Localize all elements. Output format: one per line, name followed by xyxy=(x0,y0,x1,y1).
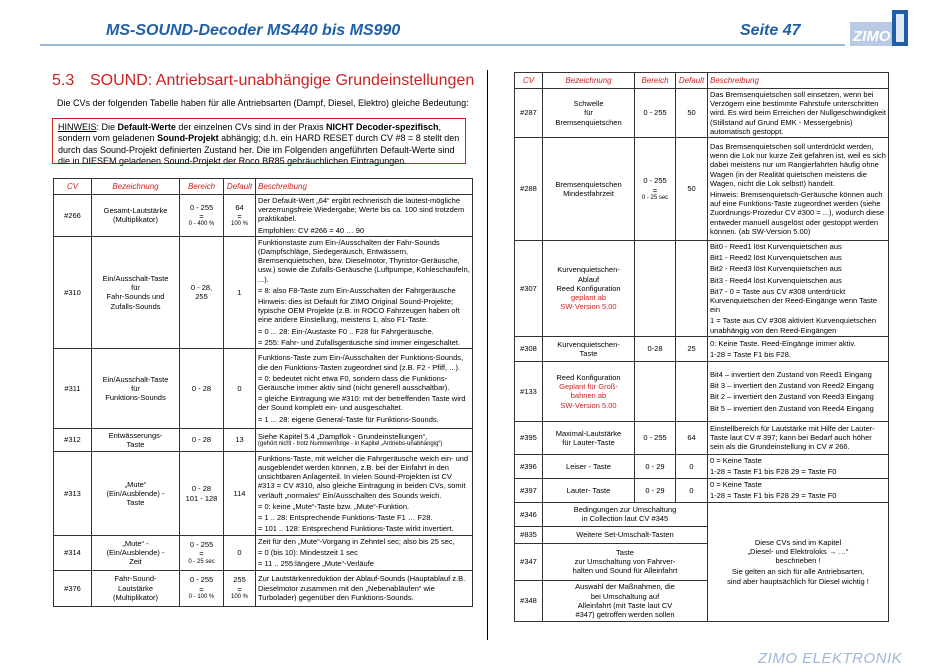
column-header: Bezeichnung xyxy=(543,73,635,89)
cv-description-cell xyxy=(256,195,473,237)
cv-name-note: Geplant für Groß- xyxy=(559,382,618,392)
cv-range-line: 0 - 255 xyxy=(643,433,667,443)
cv-name-note: SW-Version 5.00 xyxy=(560,302,617,312)
cv-range-line: 255 xyxy=(195,292,208,302)
cv-number-cell: #348 xyxy=(515,580,543,621)
cv-name-note: bahnen ab xyxy=(570,391,607,401)
hint-box xyxy=(52,118,466,164)
cv-default-cell xyxy=(224,452,256,536)
table-row xyxy=(515,138,889,241)
table-row xyxy=(515,241,889,337)
cv-default-cell xyxy=(224,349,256,429)
cv-description-cell xyxy=(708,361,889,421)
cv-description-cell xyxy=(256,236,473,348)
cv-name-cell xyxy=(543,336,635,361)
cv-name-line: (Multiplikator) xyxy=(112,592,158,602)
cv-description-line: Bit 3 – invertiert den Zustand von Reed2 Eingang xyxy=(710,381,874,391)
column-divider xyxy=(487,70,488,640)
section-title: SOUND: Antriebsart-unabhängige Grundeinstellungen xyxy=(90,72,475,89)
cv-name-note: geplant ab xyxy=(570,293,607,303)
column-header: Bereich xyxy=(180,179,224,195)
cv-name-line: halten und Sound für Alleinfahrt xyxy=(572,566,678,576)
hint-text: : Die xyxy=(96,122,118,132)
cv-default-line: 0 xyxy=(689,485,694,495)
cv-name-line: Zufalls-Sounds xyxy=(110,301,161,311)
hint-text: der einzelnen CVs sind in der Praxis xyxy=(175,122,326,132)
column-header: CV xyxy=(54,179,92,195)
cv-default-line: 13 xyxy=(235,435,244,445)
cv-range-cell xyxy=(635,241,676,337)
cv-number-cell: #311 xyxy=(54,349,92,429)
cv-default-line: 25 xyxy=(687,344,696,354)
table-row xyxy=(515,361,889,421)
cv-number-cell: #376 xyxy=(54,570,92,606)
cv-description-line: 1-28 = Taste F1 bis F28 29 = Taste F0 xyxy=(710,467,837,477)
cv-range-line: = xyxy=(199,584,204,594)
cv-description-line: Funktions-Taste, mit welcher die Fahrgeräusche weich ein- und ausgeblendet werden können, z.B. bei der Einfahrt in den unsichtbaren Anlagenteil. In vielen Sound-Projekten ist CV #313 = CV #310, also gleiche Eintragung in beiden CVs, somit verläuft „normales“ Ein/Ausschalten des Sounds weich. xyxy=(258,453,469,500)
cv-default-cell xyxy=(224,429,256,452)
cv-description-line: Hinweis: dies ist Default für ZIMO Original Sound-Projekte; typische OEM Projekte (z.B. in ROCO Fahrzeugen haben oft eine andere Einstellung, meistens 1, also F1-Taste. xyxy=(258,297,460,325)
cv-range-line: = xyxy=(652,185,658,195)
cv-name-cell xyxy=(92,429,180,452)
cv-name-line: Ein/Ausschalt-Taste xyxy=(102,274,169,284)
cv-default-cell xyxy=(676,89,708,138)
zimo-logo xyxy=(848,8,912,48)
cv-default-cell xyxy=(676,454,708,478)
cv-range-cell xyxy=(180,570,224,606)
cv-name-cell xyxy=(543,241,635,337)
cv-description-line: 1-28 = Taste F1 bis F28 29 = Taste F0 xyxy=(710,491,837,501)
cv-description-line: Bit4 – invertiert den Zustand von Reed1 Eingang xyxy=(710,369,872,379)
table-row xyxy=(54,452,473,536)
cv-description-cell xyxy=(256,536,473,571)
cv-name-cell xyxy=(543,478,635,502)
cv-description-cell xyxy=(256,452,473,536)
cv-range-line: 0 - 255 xyxy=(643,108,667,118)
cv-description-cell xyxy=(708,336,889,361)
cv-description-line: 1 = Taste aus CV #308 aktiviert Kurvenquietschen unabhängig von den Reed-Eingängen xyxy=(710,316,877,335)
hint-text: , sondern vom geladenen xyxy=(58,122,441,144)
cv-range-cell xyxy=(635,89,676,138)
note-line: sind aber hauptsächlich für Diesel wichtig ! xyxy=(727,576,869,586)
cv-description-line: Bit 2 – invertiert den Zustand von Reed3 Eingang xyxy=(710,392,874,402)
cv-range-cell xyxy=(635,336,676,361)
cv-name-line: Fahr-Sound- xyxy=(114,574,157,584)
cv-range-line: = xyxy=(199,211,204,221)
cv-default-percent: 100 % xyxy=(230,593,248,600)
cv-range-cell xyxy=(180,349,224,429)
cv-name-cell xyxy=(543,361,635,421)
cv-range-cell xyxy=(635,421,676,454)
cv-description-line: Bit1 - Reed2 löst Kurvenquietschen aus xyxy=(710,253,842,263)
cv-name-line: bei Umschaltung auf xyxy=(590,591,660,601)
cv-description-line: Bit 5 – invertiert den Zustand von Reed4 Eingang xyxy=(710,403,874,413)
footer-brand: ZIMO ELEKTRONIK xyxy=(758,650,903,667)
cv-number-cell: #133 xyxy=(515,361,543,421)
cv-description-line: Funktionstaste zum Ein-/Ausschalten der Fahr-Sounds (Dampfschläge, Siedegeräusch, Entwässern, Bremsenquietschen, bzw. Dieselmotor, Thyristor-Geräusche, usw.) sowie die Zufalls-Geräusche (Luftpumpe, Kohleschaufeln, ...). xyxy=(258,237,470,284)
cv-default-cell xyxy=(676,361,708,421)
cv-table-left xyxy=(53,178,473,607)
cv-name-line: (Ein/Ausblende) - xyxy=(106,488,165,498)
cv-default-line: 50 xyxy=(687,108,696,118)
table-row xyxy=(515,454,889,478)
note-line: „Diesel- und Elektroloks → …“ xyxy=(747,547,849,557)
cv-description-cell xyxy=(708,89,889,138)
cv-name-line: (Multiplikator) xyxy=(112,215,158,225)
cv-name-line: Taste xyxy=(616,548,634,558)
cv-name-line: Auswahl der Maßnahmen, die xyxy=(575,582,675,592)
shared-note-cell xyxy=(708,502,889,621)
table-row xyxy=(515,421,889,454)
cv-description-line: Bit2 - Reed3 löst Kurvenquietschen aus xyxy=(710,264,842,274)
cv-description-line: Das Bremsenquietschen soll unterdrückt werden, wenn die Lok nur kurze Zeit gefahren ist, weil es sich dabei meistens nur um Rangierfahrten häufig ohne Wagen (in der Realität quietschen meistens die Wagen, nicht die Lok selbst!) handelt. xyxy=(710,142,886,188)
cv-name-cell xyxy=(92,570,180,606)
cv-number-cell: #314 xyxy=(54,536,92,571)
cv-default-cell xyxy=(676,241,708,337)
cv-name-cell xyxy=(543,421,635,454)
cv-name-line: Kurvenquietschen- xyxy=(557,339,620,349)
cv-range-percent: 0 - 100 % xyxy=(188,593,215,600)
cv-default-cell xyxy=(676,138,708,241)
cv-description-line: Der Default-Wert „64“ ergibt rechnerisch die lautest-mögliche verzerrungsfreie Wiedergabe; Werte bis ca. 100 sind trotzdem praktikabel. xyxy=(258,196,465,224)
cv-description-cell xyxy=(708,478,889,502)
column-header: Default xyxy=(676,73,708,89)
table-row xyxy=(515,336,889,361)
cv-range-line: 0 - 255 xyxy=(189,202,214,212)
cv-number-cell: #287 xyxy=(515,89,543,138)
cv-range-line: = xyxy=(199,549,204,559)
header-rule xyxy=(40,44,845,46)
table-row xyxy=(54,236,473,348)
cv-name-cell xyxy=(543,89,635,138)
section-intro: Die CVs der folgenden Tabelle haben für alle Antriebsarten (Dampf, Diesel, Elektro) gleiche Bedeutung: xyxy=(57,98,469,108)
cv-range-line: 0 - 28, xyxy=(190,283,213,293)
cv-table-right xyxy=(514,72,889,622)
section-heading xyxy=(52,72,474,90)
cv-name-line: Bremsenquietschen xyxy=(555,117,622,127)
table-row xyxy=(515,502,889,526)
column-header: Bereich xyxy=(635,73,676,89)
cv-description-line: Zeit für den „Mute“-Vorgang in Zehntel sec; also bis 25 sec, xyxy=(258,537,455,547)
cv-number-cell: #835 xyxy=(515,526,543,543)
cv-name-line: Fahr-Sounds und xyxy=(106,292,165,302)
cv-name-cell xyxy=(543,580,708,621)
cv-range-cell xyxy=(180,236,224,348)
column-header: Beschreibung xyxy=(256,179,473,195)
cv-name-line: „Mute“ - xyxy=(122,539,149,549)
table-row xyxy=(54,195,473,237)
cv-default-cell xyxy=(676,478,708,502)
cv-name-line: Ein/Ausschalt-Taste xyxy=(102,374,169,384)
cv-default-line: 64 xyxy=(235,202,244,212)
cv-default-line: 0 xyxy=(689,461,694,471)
cv-name-line: Lauter- Taste xyxy=(566,485,611,495)
cv-range-line: 0 - 255 xyxy=(189,575,214,585)
cv-range-line: 0 - 28 xyxy=(191,484,212,494)
cv-description-line: = 0 ... 28: Ein-/Austaste F0 .. F28 für Fahrgeräusche. xyxy=(258,326,434,336)
column-header: Bezeichnung xyxy=(92,179,180,195)
cv-name-line: Funktions-Sounds xyxy=(105,393,166,403)
cv-name-line: Lautstärke xyxy=(117,583,154,593)
cv-name-cell xyxy=(543,502,708,526)
cv-name-cell xyxy=(92,536,180,571)
cv-range-cell xyxy=(180,195,224,237)
cv-default-line: 0 xyxy=(237,548,242,558)
hint-label: HINWEIS xyxy=(58,122,97,132)
cv-name-line: Gesamt-Lautstärke xyxy=(103,206,168,216)
cv-default-cell xyxy=(676,336,708,361)
cv-name-line: Bedingungen zur Umschaltung xyxy=(573,505,677,515)
cv-range-line: 0 - 255 xyxy=(189,540,214,550)
cv-range-cell xyxy=(635,361,676,421)
cv-range-cell xyxy=(180,429,224,452)
cv-description-line: = 1 ... 28: eigene General-Taste für Funktions-Sounds. xyxy=(258,414,439,424)
cv-name-line: für xyxy=(131,283,140,293)
note-line: beschrieben ! xyxy=(775,556,821,566)
cv-name-line: Weitere Set-Umschalt-Tasten xyxy=(576,530,674,540)
cv-number-cell: #308 xyxy=(515,336,543,361)
table-row xyxy=(54,536,473,571)
cv-number-cell: #312 xyxy=(54,429,92,452)
cv-description-line: = 0: keine „Mute“-Taste bzw. „Mute“-Funktion. xyxy=(258,501,410,511)
cv-default-line: = xyxy=(237,211,242,221)
cv-number-cell: #310 xyxy=(54,236,92,348)
cv-range-line: 0 - 28 xyxy=(191,435,212,445)
cv-description-line: 0 = Keine Taste xyxy=(710,456,762,466)
column-header: CV xyxy=(515,73,543,89)
cv-description-line: = 8: also F8-Taste zum Ein-Ausschalten der Fahrgeräusche xyxy=(258,285,456,295)
cv-description-cell xyxy=(256,429,473,452)
cv-description-note: (gehört nicht - trotz Nummernfolge - in Kapitel „Antriebs-unabhängig“) xyxy=(258,441,443,448)
cv-name-cell xyxy=(543,454,635,478)
note-line: Diese CVs sind im Kapitel xyxy=(754,537,842,547)
cv-number-cell: #396 xyxy=(515,454,543,478)
cv-name-line: Entwässerungs- xyxy=(108,430,163,440)
hint-bold: NICHT Decoder-spezifisch xyxy=(325,122,439,132)
cv-range-cell xyxy=(635,138,676,241)
cv-number-cell: #397 xyxy=(515,478,543,502)
cv-range-cell xyxy=(180,452,224,536)
cv-number-cell: #313 xyxy=(54,452,92,536)
cv-description-line: = 255: Fahr- und Zufallsgeräusche sind immer eingeschaltet. xyxy=(258,337,460,347)
cv-description-line: Bit3 - Reed4 löst Kurvenquietschen aus xyxy=(710,275,842,285)
cv-description-line: = 0: bedeutet nicht etwa F0, sondern dass die Funktions-Geräusche immer aktiv sind (nicht generell ausschaltbar). xyxy=(258,373,450,392)
cv-range-line: 0-28 xyxy=(647,344,663,354)
cv-name-line: Reed Konfiguration xyxy=(556,283,621,293)
header-title: MS-SOUND-Decoder MS440 bis MS990 xyxy=(106,22,401,39)
cv-name-line: Alleinfahrt (mit Taste laut CV xyxy=(577,600,673,610)
cv-name-line: „Mute“ xyxy=(124,479,147,489)
cv-description-line: Funktions-Taste zum Ein-/Ausschalten der Funktions-Sounds, die den Funktions-Tasten zugeordnet sind (z.B. F2 - Pfiff, ...). xyxy=(258,353,464,372)
cv-number-cell: #307 xyxy=(515,241,543,337)
page-number: Seite 47 xyxy=(740,22,801,39)
table-row xyxy=(54,570,473,606)
cv-name-line: Leiser - Taste xyxy=(566,461,611,471)
cv-default-line: 0 xyxy=(237,383,242,393)
cv-name-line: Kurvenquietschen- xyxy=(557,265,620,275)
cv-number-cell: #266 xyxy=(54,195,92,237)
cv-description-line: = 101 .. 128: Entsprechend Funktions-Taste wirkt invertiert. xyxy=(258,524,454,534)
cv-range-line: 0 - 29 xyxy=(645,485,665,495)
cv-range-line: 0 - 28 xyxy=(191,383,212,393)
cv-default-percent: 100 % xyxy=(230,221,248,228)
cv-default-cell xyxy=(676,421,708,454)
cv-description-line: Bit0 - Reed1 löst Kurvenquietschen aus xyxy=(710,242,842,252)
hint-bold: Sound-Projekt xyxy=(157,133,219,144)
cv-default-line: = xyxy=(237,584,242,594)
table-row xyxy=(515,478,889,502)
cv-name-cell xyxy=(543,138,635,241)
table-row xyxy=(54,349,473,429)
cv-number-cell: #347 xyxy=(515,543,543,580)
cv-default-line: 255 xyxy=(233,575,246,585)
cv-description-line: Das Bremsenquietschen soll einsetzen, wenn bei Verzögern eine bestimmte Fahrstufe unterschritten wird. Es wird beim Erreichen der Nullgeschwindigkeit (Stillstand auf Grund EMK - Messergebnis) automatisch gestoppt. xyxy=(710,90,886,136)
cv-name-line: zur Umschaltung von Fahrver- xyxy=(574,557,676,567)
cv-default-cell xyxy=(224,570,256,606)
cv-range-line: 0 - 255 xyxy=(643,176,667,186)
cv-range-cell xyxy=(635,478,676,502)
column-header: Beschreibung xyxy=(708,73,889,89)
cv-description-cell xyxy=(256,349,473,429)
cv-name-line: Mindestfahrzeit xyxy=(563,189,614,199)
cv-default-cell xyxy=(224,536,256,571)
cv-description-line: 1-28 = Taste F1 bis F28. xyxy=(710,349,791,359)
cv-number-cell: #346 xyxy=(515,502,543,526)
hint-bold: Default-Werte xyxy=(117,122,176,132)
cv-range-line: 101 - 128 xyxy=(185,493,218,503)
cv-name-line: Schwelle xyxy=(573,99,604,109)
cv-description-cell xyxy=(708,241,889,337)
cv-name-line: Taste xyxy=(579,348,598,358)
cv-default-cell xyxy=(224,236,256,348)
cv-description-cell xyxy=(256,570,473,606)
cv-description-line: Zur Lautstärkenreduktion der Ablauf-Sounds (Hauptablauf z.B. Dieselmotor zusammen mit den „Nebenabläufen“ wie Turbolader) gegenüber den Funktions-Sounds. xyxy=(258,574,466,602)
section-number: 5.3 xyxy=(52,72,75,89)
cv-default-line: 64 xyxy=(687,433,696,443)
cv-description-cell xyxy=(708,454,889,478)
cv-name-line: Bremsenquietschen xyxy=(555,179,622,189)
cv-range-line: 0 - 29 xyxy=(645,461,665,471)
cv-number-cell: #395 xyxy=(515,421,543,454)
cv-name-line: Taste xyxy=(126,440,145,450)
cv-description-cell xyxy=(708,421,889,454)
cv-description-line: Hinweis: Bremsenquietsch-Geräusche können auch auf eine Funktions-Taste zugeordnet werden (siehe Zuordnungs-Prozedur CV #300 = ...), wodurch diese entweder manuell ausgelöst oder gestoppt werden können. (ab SW-Version 5.00) xyxy=(710,190,885,236)
cv-default-line: 114 xyxy=(233,488,246,498)
column-header: Default xyxy=(224,179,256,195)
cv-range-cell xyxy=(635,454,676,478)
cv-name-line: für xyxy=(584,108,593,118)
cv-name-line: Taste xyxy=(126,498,145,508)
cv-name-line: für xyxy=(131,383,140,393)
cv-number-cell: #288 xyxy=(515,138,543,241)
cv-description-line: 0: Keine Taste. Reed-Eingänge immer aktiv. xyxy=(710,338,856,348)
cv-description-line: 0 = Keine Taste xyxy=(710,480,762,490)
cv-name-cell xyxy=(92,236,180,348)
cv-name-cell xyxy=(543,543,708,580)
cv-name-cell xyxy=(543,526,708,543)
cv-description-line: Einstellbereich für Lautstärke mit Hilfe der Lauter-Taste laut CV # 397; kann bei Bedarf auch höher sein als die Grundeinstellung in CV # 266. xyxy=(710,424,875,452)
cv-description-line: Siehe Kapitel 5.4 „Dampflok - Grundeinstellungen“, xyxy=(258,431,428,441)
cv-description-line: = 11 .. 255:längere „Mute“-Verläufe xyxy=(258,559,374,569)
cv-name-cell xyxy=(92,195,180,237)
cv-name-line: für Lauter-Taste xyxy=(562,437,615,447)
cv-name-cell xyxy=(92,452,180,536)
cv-name-line: Ablauf xyxy=(577,274,600,284)
cv-range-cell xyxy=(180,536,224,571)
cv-name-line: Zeit xyxy=(129,557,142,567)
cv-description-line: = 0 (bis 10): Mindestzeit 1 sec xyxy=(258,548,358,558)
cv-name-line: Reed Konfiguration xyxy=(556,372,621,382)
logo-text: ZIMO xyxy=(853,28,891,45)
cv-description-line: Bit7 - 0 = Taste aus CV #308 unterdrückt Kurvenquietschen der Reed-Eingänge wenn Taste ein xyxy=(710,286,878,315)
note-line: Sie gelten an sich für alle Antriebsarten, xyxy=(731,567,865,577)
cv-name-line: #347) getroffen werden sollen xyxy=(575,610,675,620)
cv-default-line: 1 xyxy=(237,287,242,297)
cv-name-line: (Ein/Ausblende) - xyxy=(106,548,165,558)
table-row xyxy=(54,429,473,452)
cv-default-cell xyxy=(224,195,256,237)
cv-name-cell xyxy=(92,349,180,429)
hint-text: abhängig; d.h. ein HARD RESET durch CV #8 = 8 stellt den durch das Sound-Projekt definierten Zustand her. Die im Folgenden angeführten Default-Werte sind die in DIESEM geladenen Sound-Projekt der Roco BR85 gebräuchlichen Eintragungen. xyxy=(58,133,460,166)
table-row xyxy=(515,89,889,138)
cv-name-line: in Collection laut CV #345 xyxy=(581,514,669,524)
cv-range-percent: 0 - 25 sec xyxy=(188,558,215,565)
cv-description-line: Empfohlen: CV #266 = 40 … 90 xyxy=(258,225,365,235)
cv-range-percent: 0 - 25 sec xyxy=(641,194,669,201)
cv-description-line: = gleiche Eintragung wie #310: mit der betreffenden Taste wird der Sound komplett ein- und ausgeschaltet. xyxy=(258,394,466,413)
cv-description-line: = 1 .. 28: Entsprechende Funktions-Taste F1 … F28. xyxy=(258,512,433,522)
cv-name-line: Maximal-Lautstärke xyxy=(555,428,622,438)
cv-name-note: SW-Version 5.00 xyxy=(560,400,617,410)
cv-description-cell xyxy=(708,138,889,241)
cv-range-percent: 0 - 400 % xyxy=(188,221,215,228)
cv-default-line: 50 xyxy=(687,184,696,194)
